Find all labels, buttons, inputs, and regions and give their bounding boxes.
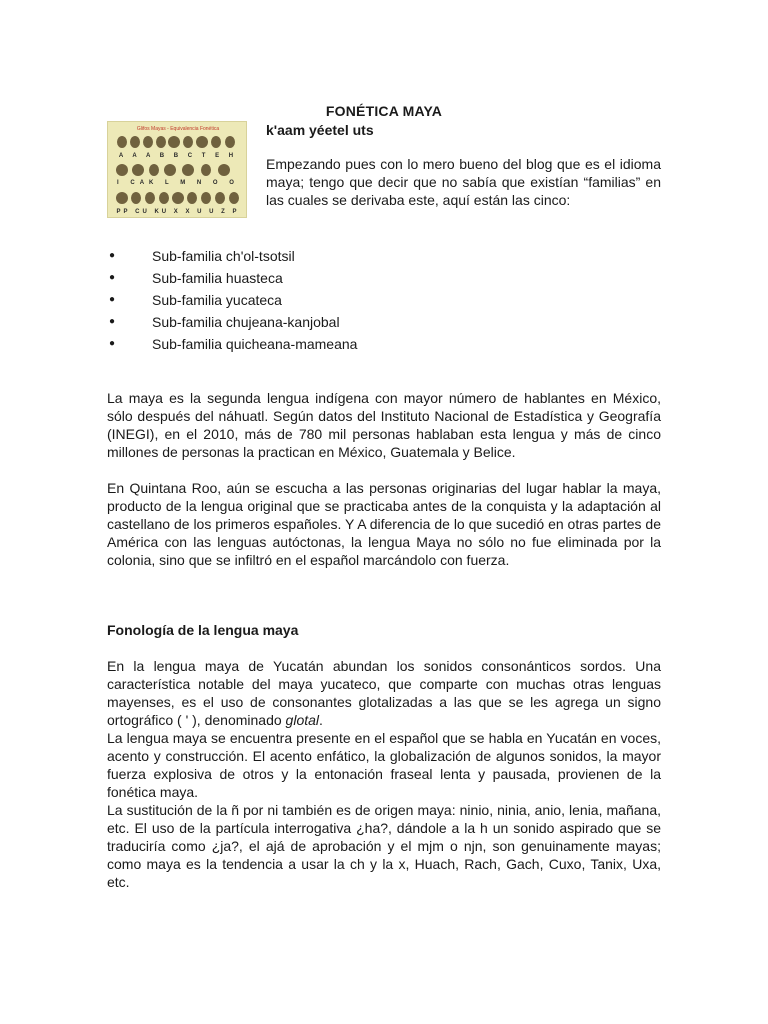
document-title: FONÉTICA MAYA: [325, 103, 443, 119]
list-item: [107, 267, 357, 289]
figure-row2-letters: I CAK L M N O O: [117, 180, 239, 186]
list-item-label: Sub-familia chujeana-kanjobal: [152, 314, 340, 330]
intro-paragraph: Empezando pues con lo mero bueno del blog que es el idioma maya; tengo que decir que no sabía que existían “familias” en las cuales se derivaba este, aquí están las cinco:: [266, 156, 661, 208]
figure-row1-letters: A A A B B C T E H: [118, 153, 238, 159]
list-item-label: Sub-familia huasteca: [152, 270, 283, 286]
paragraph-quintana-roo: En Quintana Roo, aún se escucha a las personas originarias del lugar hablar la maya, producto de la lengua original que se practicaba antes de la conquista y la adaptación al castellano de los primeros españoles. Y A diferencia de lo que sucedió en otras partes de América con las lenguas autóctonas, la lengua Maya no sólo no fue eliminada por la colonia, sino que se infiltró en el español marcándolo con fuerza.: [107, 480, 661, 568]
bullet-icon: ●: [109, 272, 116, 283]
list-item-label: Sub-familia ch'ol-tsotsil: [152, 248, 295, 264]
paragraph-text: En la lengua maya de Yucatán abundan los sonidos consonánticos sordos. Una característica notable del maya yucateco, que comparte con muchas otras lenguas mayenses, es el uso de consonantes glotalizadas a las que se les agrega un signo ortográfico ( ' ), denominado: [107, 658, 661, 728]
paragraph-end: .: [319, 712, 323, 728]
paragraph-maya-hablantes: La maya es la segunda lengua indígena con mayor número de hablantes en México, sólo después del náhuatl. Según datos del Instituto Nacional de Estadística y Geografía (INEGI), en el 2010, más de 780 mil personas hablaban esta lengua y más de cinco millones de personas la practican en México, Guatemala y Belice.: [107, 390, 661, 460]
document-subtitle: k'aam yéetel uts: [266, 122, 374, 138]
figure-row3-letters: PP CU KU X X U U Z P: [116, 209, 240, 215]
bullet-icon: ●: [109, 250, 116, 261]
section-heading-fonologia: Fonología de la lengua maya: [107, 622, 299, 638]
paragraph-sustitucion: La sustitución de la ñ por ni también es de origen maya: ninio, ninia, anio, lenia, mañana, etc. El uso de la partícula interrogativa ¿ha?, dándole a la h un sonido aspirado que se traduciría como ¿ja?, el ajá de aprobación y el mjm o njn, son genuinamente mayas; como maya es la tendencia a usar la ch y la x, Huach, Rach, Gach, Cuxo, Tanix, Uxa, etc.: [107, 802, 661, 890]
bullet-icon: ●: [109, 316, 116, 327]
list-item: [107, 311, 357, 333]
figure-header: Glifos Mayas - Equivalencia Fonética: [136, 126, 220, 132]
paragraph-consonantes: [107, 657, 661, 729]
list-item: [107, 289, 357, 311]
list-item: [107, 333, 357, 355]
list-item-label: Sub-familia quicheana-mameana: [152, 336, 358, 352]
paragraph-espanol-yucatan: La lengua maya se encuentra presente en el español que se habla en Yucatán en voces, acento y construcción. El acento enfático, la globalización de algunos sonidos, la mayor fuerza explosiva de otros y la entonación fraseal lenta y pausada, provienen de la fonética maya.: [107, 730, 661, 800]
list-item-label: Sub-familia yucateca: [152, 292, 282, 308]
glotal-term: glotal: [285, 712, 320, 728]
list-item: [107, 245, 357, 267]
bullet-icon: ●: [109, 294, 116, 305]
families-list: [107, 245, 357, 355]
maya-glyphs-figure: [107, 121, 247, 218]
bullet-icon: ●: [109, 338, 116, 349]
